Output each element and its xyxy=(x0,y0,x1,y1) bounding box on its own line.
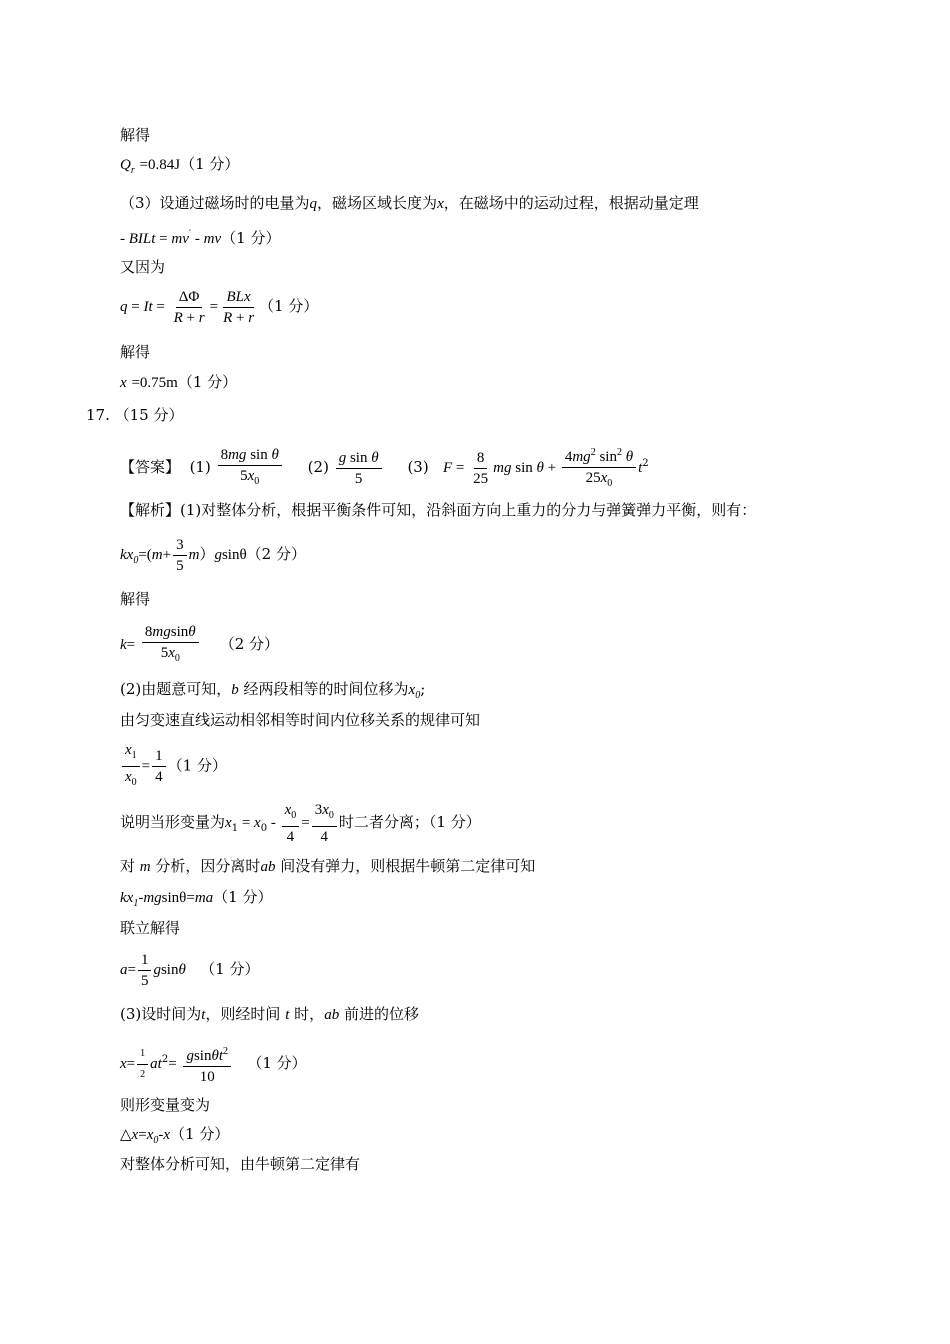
equation-line: $kx_0=(m+$ $\frac{3}{5}$ m）gsinθ（2 分） xyxy=(120,536,306,574)
text-line: 对整体分析可知，由牛顿第二定律有 xyxy=(120,1155,361,1173)
text-line: 解得 xyxy=(120,590,151,608)
text-line: 解得 xyxy=(120,126,151,144)
text-line: 说明当形变量为$x_1 = x_0$ - $\frac{x_0}{4}$ = $\frac{3x_0}{4}$ 时二者分离；（1 分） xyxy=(120,801,481,845)
text-line: 联立解得 xyxy=(120,919,181,937)
equation-line: $\triangle x=x_0-x(1$ 分） xyxy=(120,1125,230,1146)
equation-line: $\frac{x_1}{x_0}$ = $\frac{1}{4}$ （1 分） xyxy=(120,740,227,793)
text-line: 又因为 xyxy=(120,258,166,276)
equation-line: x= $\frac{1}{2}$ $at^2=$ $\frac{gsin\theta t^2}{10}$ （1 分） xyxy=(120,1036,307,1088)
equation-line: - BILt = mv′ - mv（1 分） xyxy=(120,229,281,247)
text-line: 对 m 分析，因分离时ab 间没有弹力，则根据牛顿第二定律可知 xyxy=(120,857,536,875)
answer-line: 【答案】 (1) $\frac{\text{8mg sin θ}}{5x_0}$ (2) $\frac{\text{g sin θ}}{5}$ (3) F = $\frac{8}{25}$ mg sin θ + $\frac{4mg^2 \sin^2 \theta}{25x_0}$ $t^2$ xyxy=(120,440,649,494)
equation-line: a= $\frac{1}{5}$ gsinθ （1 分） xyxy=(120,951,260,989)
text-line: 则形变量变为 xyxy=(120,1096,211,1114)
text-line: (2)由题意可知，b 经两段相等的时间位移为$x_0$; xyxy=(120,680,426,701)
equation-line: k= $\frac{8mgsin\theta}{5x_0}$ （2 分） xyxy=(120,623,280,664)
equation-line: q = It = $\frac{\Delta\Phi}{R + r}$ = $\frac{\text{BLx}}{R + r}$ （1 分） xyxy=(120,288,319,326)
text-line: 由匀变速直线运动相邻相等时间内位移关系的规律可知 xyxy=(120,711,481,729)
equation-line: $Q_r =0.84J(1$ 分） xyxy=(120,155,240,176)
text-line: (3)设时间为t，则经时间 t 时，ab 前进的位移 xyxy=(120,1005,419,1023)
text-line: （3）设通过磁场时的电量为q，磁场区域长度为x，在磁场中的运动过程，根据动量定理 xyxy=(120,194,699,212)
question-header: 17. （15 分） xyxy=(86,406,184,424)
equation-line: $kx_1-mgsin\theta=ma(1$ 分） xyxy=(120,888,273,909)
analysis-line: 【解析】(1)对整体分析，根据平衡条件可知，沿斜面方向上重力的分力与弹簧弹力平衡，则有： xyxy=(120,501,757,519)
text-line: 解得 xyxy=(120,343,151,361)
equation-line: x =0.75m（1 分） xyxy=(120,373,238,391)
